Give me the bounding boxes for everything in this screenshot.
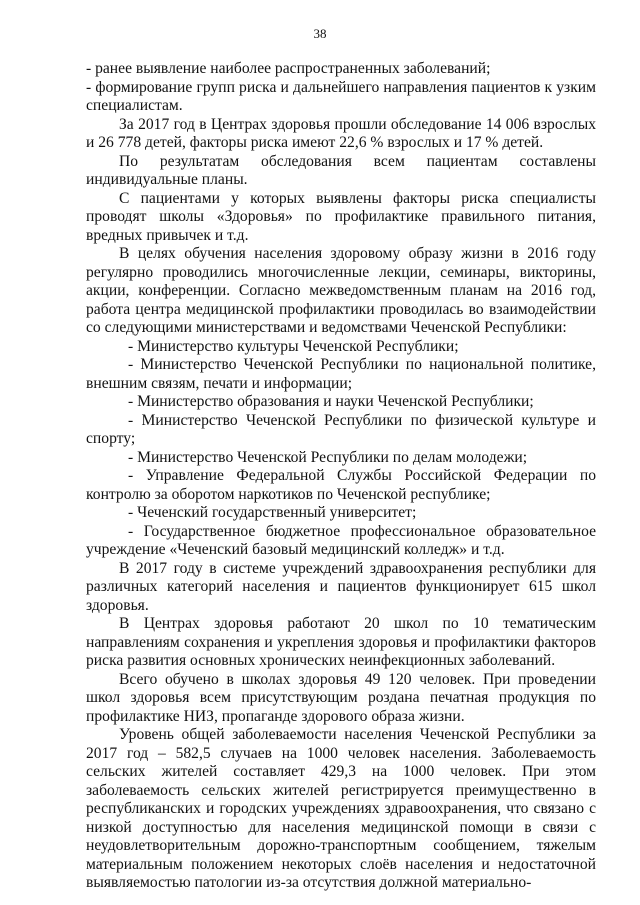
paragraph-thematic-schools: В Центрах здоровья работают 20 школ по 10 тематическим направлениям сохранения и укрепления здоровья и профилактики факторов риска развития основных хронических неинфекционных заболеваний.: [86, 615, 596, 669]
bullet-early-detection: - ранее выявление наиболее распространенных заболеваний;: [86, 60, 491, 77]
list-item-medical-college: - Государственное бюджетное профессиональное образовательное учреждение «Чеченский базовый медицинский колледж» и т.д.: [86, 522, 596, 558]
list-item-ministry-youth: - Министерство Чеченской Республики по делам молодежи;: [128, 448, 528, 466]
page-body: [86, 60, 596, 893]
paragraph-healthy-lifestyle: В целях обучения населения здоровому образу жизни в 2016 году регулярно проводились многочисленные лекции, семинары, викторины, акции, конференции. Согласно межведомственным планам на 2016 год, работа центра медицинской профилактики проводилась во взаимодействии со следующими министерствами и ведомствами Чеченской Республики:: [86, 245, 596, 336]
bullet-risk-groups: - формирование групп риска и дальнейшего направления пациентов к узким специалистам.: [86, 78, 596, 114]
page-number: 38: [313, 26, 327, 41]
paragraph-schools-count: В 2017 году в системе учреждений здравоохранения республики для различных категорий населения и пациентов функционирует 615 школ здоровья.: [86, 559, 596, 614]
list-item-ministry-national-policy: - Министерство Чеченской Республики по национальной политике, внешним связям, печати и информации;: [86, 356, 596, 392]
list-item-ministry-sport: - Министерство Чеченской Республики по физической культуре и спорту;: [86, 411, 596, 447]
list-item-drug-control: - Управление Федеральной Службы Российской Федерации по контролю за оборотом наркотиков по Чеченской республике;: [86, 467, 596, 503]
paragraph-individual-plans: По результатам обследования всем пациентам составлены индивидуальные планы.: [86, 152, 596, 188]
paragraph-health-schools: С пациентами у которых выявлены факторы риска специалисты проводят школы «Здоровья» по профилактике правильного питания, вредных привычек и т.д.: [86, 189, 596, 244]
paragraph-health-center-exams: За 2017 год в Центрах здоровья прошли обследование 14 006 взрослых и 26 778 детей, факторы риска имеют 22,6 % взрослых и 17 % детей.: [86, 115, 596, 151]
paragraph-trained-total: Всего обучено в школах здоровья 49 120 человек. При проведении школ здоровья всем присутствующим роздана печатная продукция по профилактике НИЗ, пропаганде здорового образа жизни.: [86, 670, 596, 725]
paragraph-morbidity: Уровень общей заболеваемости населения Чеченской Республики за 2017 год – 582,5 случаев на 1000 человек населения. Заболеваемость сельских жителей составляет 429,3 на 1000 человек. При этом заболеваемость сельских жителей регистрируется преимущественно в республиканских и городских учреждениях здравоохранения, что связано с низкой доступностью для населения медицинской помощи в связи с неудовлетворительным дорожно-транспортным сообщением, тяжелым материальным положением некоторых слоёв населения и недостаточной выявляемостью патологии из-за отсутствия должной материально-: [86, 726, 596, 891]
list-item-university: - Чеченский государственный университет;: [128, 504, 417, 521]
list-item-ministry-culture: - Министерство культуры Чеченской Республики;: [128, 337, 459, 355]
list-item-ministry-education: - Министерство образования и науки Чеченской Республики;: [128, 393, 534, 410]
